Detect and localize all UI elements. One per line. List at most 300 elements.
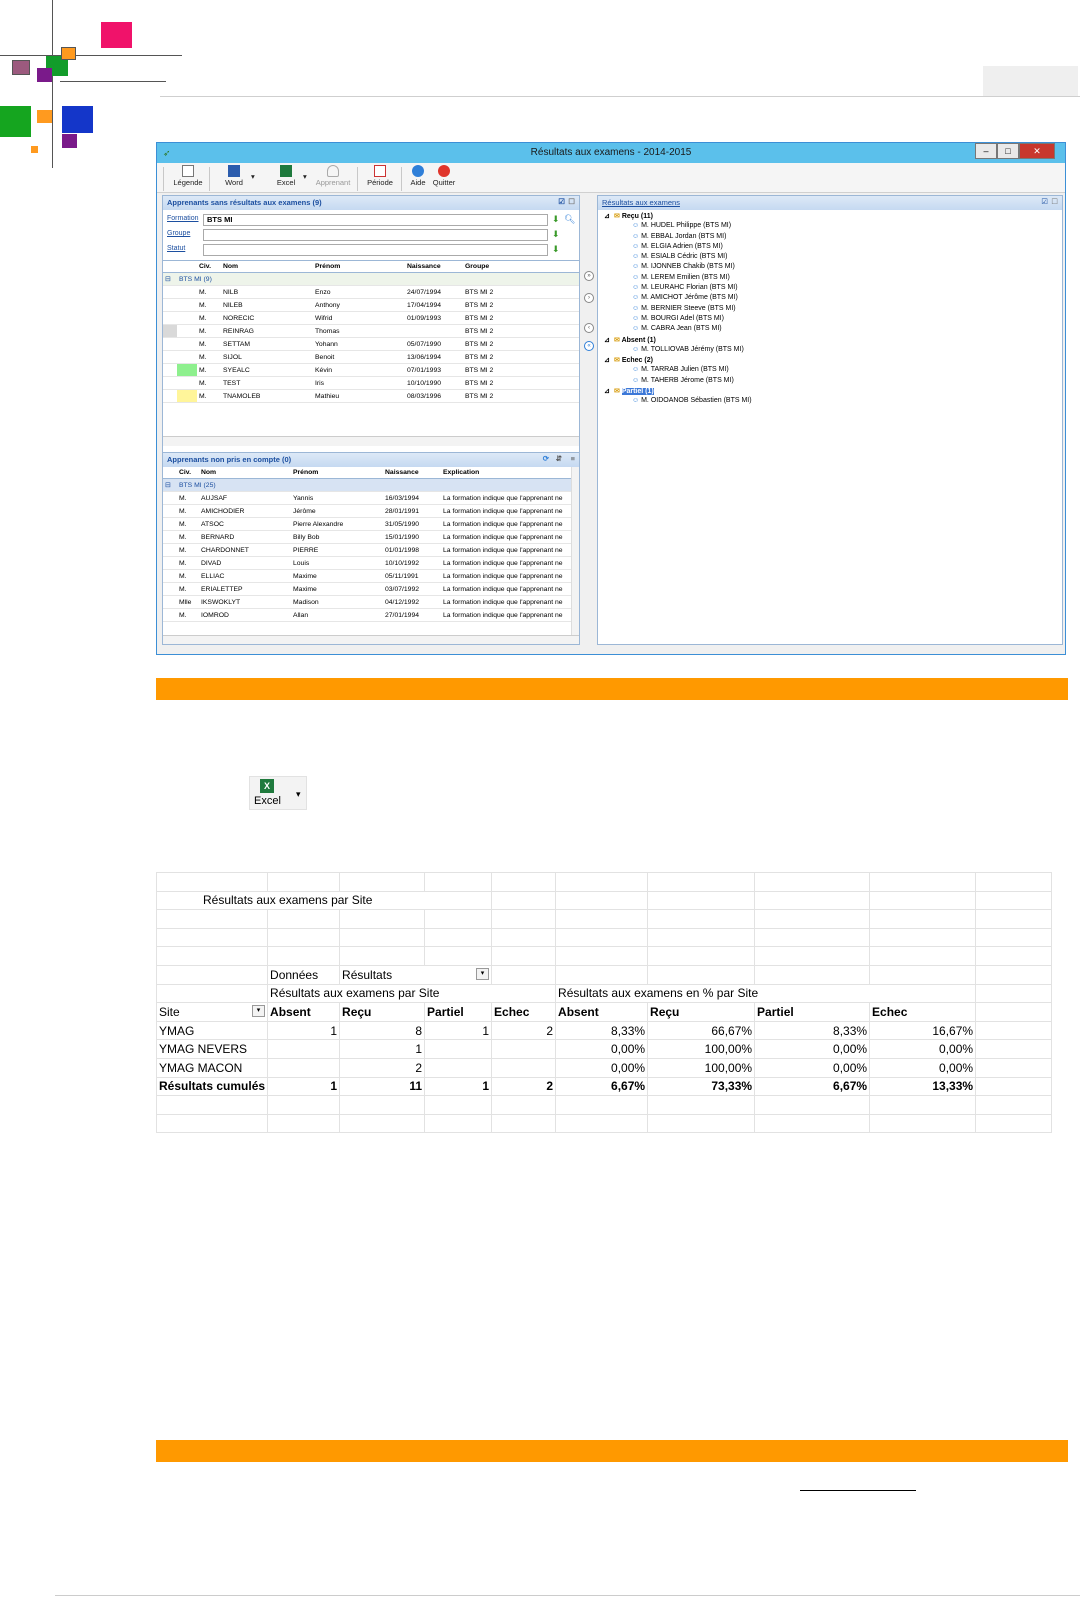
sheet-row <box>157 1058 1052 1077</box>
group-label: BTS MI (9) <box>177 273 579 286</box>
expander-icon[interactable]: ⊿ <box>604 357 610 365</box>
table-header <box>163 261 579 273</box>
right-panel-title[interactable]: Résultats aux examens <box>602 198 680 207</box>
cell-prenom: Jérôme <box>291 505 383 518</box>
cell-civ: M. <box>197 377 221 390</box>
tree-item-label: M. EBBAL Jordan (BTS MI) <box>641 232 727 240</box>
cell-naissance: 31/05/1990 <box>383 518 441 531</box>
right-panel <box>597 195 1063 645</box>
row-selector[interactable] <box>163 544 177 557</box>
group1-header: Résultats aux examens par Site <box>268 984 556 1003</box>
value-cell: 8 <box>340 1021 425 1040</box>
calendar-icon <box>374 165 386 177</box>
signature-line <box>800 1490 916 1491</box>
horizontal-scrollbar[interactable] <box>163 436 579 446</box>
value-cell: 0,00% <box>870 1040 976 1059</box>
tree-item-label: M. AMICHOT Jérôme (BTS MI) <box>641 294 738 302</box>
cell-nom: AMICHODIER <box>199 505 291 518</box>
value-cell: 16,67% <box>870 1021 976 1040</box>
value-cell: 6,67% <box>556 1077 648 1096</box>
apprenant-label: Apprenant <box>315 178 351 187</box>
row-selector[interactable] <box>163 505 177 518</box>
row-selector[interactable] <box>163 557 177 570</box>
arrow-down-icon[interactable]: ⬇ <box>552 214 560 224</box>
tree-group[interactable] <box>604 212 752 222</box>
col-nom[interactable]: Nom <box>221 261 313 273</box>
legende-button[interactable] <box>171 165 205 187</box>
tree-group[interactable] <box>604 356 752 366</box>
row-mark <box>177 364 197 377</box>
cell-groupe: BTS MI 2 <box>463 299 579 312</box>
left-panel <box>162 195 580 645</box>
right-panel-header <box>598 196 1062 210</box>
tree-item-label: M. BOURGI Adel (BTS MI) <box>641 314 724 322</box>
col-groupe[interactable]: Groupe <box>463 261 579 273</box>
cell-naissance: 16/03/1994 <box>383 492 441 505</box>
excel-export-button[interactable] <box>249 776 307 810</box>
value-cell: 100,00% <box>648 1058 755 1077</box>
cell-naissance: 10/10/1990 <box>405 377 463 390</box>
cell-prenom: Louis <box>291 557 383 570</box>
table-row[interactable] <box>163 570 571 583</box>
tree-group[interactable] <box>604 336 752 346</box>
arrow-down-icon[interactable]: ⬇ <box>552 244 560 254</box>
cell-explication: La formation indique que l'apprenant ne <box>441 544 571 557</box>
site-cell: Résultats cumulés <box>157 1077 268 1096</box>
row-selector[interactable] <box>163 609 177 622</box>
maximize-button[interactable]: □ <box>997 143 1019 159</box>
app-icon: ➶ <box>163 148 171 158</box>
cell-naissance: 07/01/1993 <box>405 364 463 377</box>
col-civ[interactable]: Civ. <box>197 261 221 273</box>
tree-item[interactable] <box>604 233 752 243</box>
cell-nom: TNAMOLEB <box>221 390 313 403</box>
cell-civ: M. <box>177 492 199 505</box>
value-cell <box>492 1058 556 1077</box>
tree-item[interactable] <box>604 222 752 232</box>
cell-nom: ERIALETTEP <box>199 583 291 596</box>
value-cell: 0,00% <box>556 1040 648 1059</box>
cell-civ: M. <box>197 338 221 351</box>
word-button[interactable] <box>219 165 249 187</box>
value-cell <box>268 1040 340 1059</box>
header-rule <box>160 96 1080 97</box>
value-cell: 1 <box>340 1040 425 1059</box>
table-row[interactable] <box>163 557 571 570</box>
close-button[interactable]: ✕ <box>1019 143 1055 159</box>
tree-item[interactable] <box>604 294 752 304</box>
cell-prenom: Kévin <box>313 364 405 377</box>
cell-civ: M. <box>197 286 221 299</box>
pivot-sheet <box>156 872 1068 1154</box>
cell-naissance: 08/03/1996 <box>405 390 463 403</box>
cell-naissance: 13/06/1994 <box>405 351 463 364</box>
cell-naissance: 01/01/1998 <box>383 544 441 557</box>
value-cell: 2 <box>492 1077 556 1096</box>
col-header: Absent <box>268 1003 340 1022</box>
group-row[interactable] <box>163 273 579 286</box>
tree-group-label: Reçu (11) <box>621 213 653 220</box>
col-header: Reçu <box>340 1003 425 1022</box>
quitter-label: Quitter <box>432 178 456 187</box>
value-cell: 2 <box>492 1021 556 1040</box>
envelope-icon: ✉ <box>614 388 622 396</box>
value-cell: 100,00% <box>648 1040 755 1059</box>
apprenant-button[interactable] <box>315 165 351 187</box>
tree-item-label: M. TAHERB Jérome (BTS MI) <box>641 376 734 384</box>
tree-item-label: M. CABRA Jean (BTS MI) <box>641 325 722 333</box>
decor-line <box>60 81 166 82</box>
ribbon-separator <box>357 167 358 191</box>
cell-groupe: BTS MI 2 <box>463 364 579 377</box>
list-icon <box>182 165 194 177</box>
col-naissance[interactable]: Naissance <box>383 467 441 479</box>
cell-prenom: Wifrid <box>313 312 405 325</box>
cell-prenom: Enzo <box>313 286 405 299</box>
row-selector[interactable] <box>163 351 177 364</box>
tree-item-label: M. LEURAHC Florian (BTS MI) <box>641 284 738 292</box>
expander-icon[interactable]: ⊿ <box>604 388 610 396</box>
collapse-all-icon[interactable]: ≡ <box>570 454 575 463</box>
person-icon: ☺ <box>632 253 642 261</box>
value-cell: 2 <box>340 1058 425 1077</box>
col-header: Echec <box>870 1003 976 1022</box>
groupe-label[interactable]: Groupe <box>167 230 191 237</box>
minimize-button[interactable]: – <box>975 143 997 159</box>
tree-item[interactable] <box>604 274 752 284</box>
formation-label[interactable]: Formation <box>167 215 199 222</box>
person-icon: ☺ <box>632 376 642 384</box>
ribbon-separator <box>163 167 164 191</box>
refresh-icon[interactable]: ⟳ <box>542 454 549 463</box>
row-selector[interactable] <box>163 492 177 505</box>
row-selector[interactable] <box>163 338 177 351</box>
row-selector[interactable] <box>163 518 177 531</box>
cell-naissance: 03/07/1992 <box>383 583 441 596</box>
cell-nom: ELLIAC <box>199 570 291 583</box>
col-civ[interactable]: Civ. <box>177 467 199 479</box>
chevron-down-icon: ▾ <box>296 789 301 799</box>
upper-grid <box>163 260 579 436</box>
cell-civ: M. <box>177 518 199 531</box>
cell-nom: SETTAM <box>221 338 313 351</box>
cell-prenom: Madison <box>291 596 383 609</box>
cell-explication: La formation indique que l'apprenant ne <box>441 531 571 544</box>
horizontal-scrollbar[interactable] <box>163 635 579 644</box>
row-selector[interactable] <box>163 299 177 312</box>
col-naissance[interactable]: Naissance <box>405 261 463 273</box>
legende-label: Légende <box>173 178 203 187</box>
table-row[interactable] <box>163 544 571 557</box>
aide-button[interactable] <box>407 165 429 187</box>
value-cell <box>492 1040 556 1059</box>
col-header: Partiel <box>755 1003 870 1022</box>
expand-icon[interactable]: ⇵ <box>555 454 562 463</box>
table-row[interactable] <box>163 583 571 596</box>
cell-explication: La formation indique que l'apprenant ne <box>441 492 571 505</box>
value-cell: 1 <box>425 1021 492 1040</box>
cell-nom: REINRAG <box>221 325 313 338</box>
table-row[interactable] <box>163 492 571 505</box>
decor-square <box>62 134 77 148</box>
cell-nom: IKSWOKLYT <box>199 596 291 609</box>
cell-naissance: 27/01/1994 <box>383 609 441 622</box>
cell-explication: La formation indique que l'apprenant ne <box>441 570 571 583</box>
table-row[interactable] <box>163 609 571 622</box>
tree-item-label: M. TOLLIOVAB Jérémy (BTS MI) <box>641 345 744 353</box>
upper-table <box>163 261 579 403</box>
table-row[interactable] <box>163 518 571 531</box>
lower-panel-header <box>163 453 579 467</box>
value-cell: 1 <box>425 1077 492 1096</box>
left-panel-header <box>163 196 579 210</box>
help-icon <box>412 165 424 177</box>
value-cell: 1 <box>268 1077 340 1096</box>
cell-prenom: Iris <box>313 377 405 390</box>
ribbon-separator <box>401 167 402 191</box>
expander-icon[interactable]: ⊿ <box>604 336 610 344</box>
formation-field[interactable]: BTS MI <box>203 214 548 226</box>
tree-item[interactable] <box>604 366 752 376</box>
value-cell: 0,00% <box>755 1058 870 1077</box>
cell-explication: La formation indique que l'apprenant ne <box>441 596 571 609</box>
value-cell: 6,67% <box>755 1077 870 1096</box>
search-icon[interactable]: 🔍︎ <box>564 214 576 224</box>
cell-prenom: Allan <box>291 609 383 622</box>
cell-groupe: BTS MI 2 <box>463 351 579 364</box>
groupe-field[interactable] <box>203 229 548 241</box>
filter-dropdown-icon[interactable]: ▾ <box>252 1005 265 1017</box>
excel-button-label: Excel <box>254 795 281 807</box>
filter-dropdown-icon[interactable]: ▾ <box>476 968 489 980</box>
app-window <box>156 142 1066 655</box>
group-row[interactable] <box>163 479 571 492</box>
row-selector[interactable] <box>163 325 177 338</box>
footer-line <box>55 1595 1080 1596</box>
person-icon: ☺ <box>632 304 642 312</box>
excel-label: Excel <box>276 178 296 187</box>
word-dropdown-icon[interactable]: ▾ <box>251 172 255 181</box>
cell-nom: IOMROD <box>199 609 291 622</box>
cell-civ: M. <box>197 351 221 364</box>
tree-item[interactable] <box>604 305 752 315</box>
person-icon: ☺ <box>632 242 642 250</box>
cell-naissance: 04/12/1992 <box>383 596 441 609</box>
tree-item[interactable] <box>604 253 752 263</box>
tree-item-label: M. ELGIA Adrien (BTS MI) <box>641 242 723 250</box>
tree-item[interactable] <box>604 243 752 253</box>
cell-naissance: 28/01/1991 <box>383 505 441 518</box>
col-prenom[interactable]: Prénom <box>291 467 383 479</box>
cell-nom: NORECIC <box>221 312 313 325</box>
row-selector[interactable] <box>163 531 177 544</box>
lower-table <box>163 467 571 622</box>
resultats-filter[interactable]: Résultats ▾ <box>340 965 492 984</box>
title-bar <box>157 143 1065 163</box>
row-mark <box>177 312 197 325</box>
row-selector[interactable] <box>163 364 177 377</box>
lower-panel <box>163 452 579 644</box>
cell-groupe: BTS MI 2 <box>463 338 579 351</box>
cell-naissance: 10/10/1992 <box>383 557 441 570</box>
tree-item[interactable] <box>604 315 752 325</box>
ribbon-separator <box>209 167 210 191</box>
row-selector[interactable] <box>163 286 177 299</box>
excel-button[interactable] <box>271 165 301 187</box>
table-row[interactable] <box>163 505 571 518</box>
value-cell: 8,33% <box>755 1021 870 1040</box>
tree-group[interactable] <box>604 387 752 397</box>
row-selector[interactable] <box>163 312 177 325</box>
cell-nom: ATSOC <box>199 518 291 531</box>
row-mark <box>177 299 197 312</box>
col-header: Absent <box>556 1003 648 1022</box>
person-icon: ☺ <box>632 314 642 322</box>
row-selector[interactable] <box>163 570 177 583</box>
envelope-icon: ✉ <box>614 213 622 220</box>
expander-icon[interactable]: ⊿ <box>604 213 610 220</box>
move-right-icon[interactable]: › <box>584 293 594 303</box>
collapse-icon[interactable]: ⊟ <box>163 479 177 492</box>
arrow-down-icon[interactable]: ⬇ <box>552 229 560 239</box>
cell-prenom: Thomas <box>313 325 405 338</box>
table-row[interactable] <box>163 286 579 299</box>
vertical-scrollbar[interactable] <box>571 467 579 635</box>
cell-civ: M. <box>197 390 221 403</box>
tree-item[interactable] <box>604 397 752 407</box>
cell-civ: M. <box>177 531 199 544</box>
check-all-icon[interactable]: ☑ <box>558 197 565 206</box>
cell-groupe: BTS MI 2 <box>463 286 579 299</box>
statut-field[interactable] <box>203 244 548 256</box>
person-icon: ☺ <box>632 397 642 405</box>
quitter-button[interactable] <box>431 165 457 187</box>
site-filter-cell[interactable]: Site ▾ <box>157 1003 268 1022</box>
sheet-row <box>157 1040 1052 1059</box>
row-mark <box>177 390 197 403</box>
table-row[interactable] <box>163 312 579 325</box>
value-cell: 8,33% <box>556 1021 648 1040</box>
decor-square <box>0 106 31 137</box>
decor-square <box>61 47 76 60</box>
collapse-icon[interactable]: ⊟ <box>163 273 177 286</box>
cell-nom: CHARDONNET <box>199 544 291 557</box>
word-icon <box>228 165 240 177</box>
uncheck-all-icon[interactable]: ☐ <box>1051 197 1058 206</box>
person-icon: ☺ <box>632 294 642 302</box>
group-label: BTS MI (25) <box>177 479 571 492</box>
check-all-icon[interactable]: ☑ <box>1041 197 1048 206</box>
excel-icon: X <box>260 779 274 793</box>
table-row[interactable] <box>163 596 571 609</box>
col-explication[interactable]: Explication <box>441 467 571 479</box>
statut-label[interactable]: Statut <box>167 245 186 252</box>
aide-label: Aide <box>410 178 426 187</box>
tree-item[interactable] <box>604 346 752 356</box>
cell-civ: M. <box>197 325 221 338</box>
cell-naissance: 05/11/1991 <box>383 570 441 583</box>
person-icon: ☺ <box>632 345 642 353</box>
cell-civ: M. <box>177 570 199 583</box>
tree-item-label: M. LEREM Emilien (BTS MI) <box>641 273 730 281</box>
tree-item[interactable] <box>604 284 752 294</box>
decor-line <box>52 0 53 168</box>
group2-header: Résultats aux examens en % par Site <box>556 984 976 1003</box>
results-tree <box>604 212 752 408</box>
table-row[interactable] <box>163 338 579 351</box>
cell-nom: DIVAD <box>199 557 291 570</box>
window-title: Résultats aux examens - 2014-2015 <box>530 147 692 158</box>
site-cell: YMAG MACON <box>157 1058 268 1077</box>
cell-prenom: Maxime <box>291 583 383 596</box>
donnees-label: Données <box>268 965 340 984</box>
cell-nom: SYEALC <box>221 364 313 377</box>
excel-dropdown-icon[interactable]: ▾ <box>303 172 307 181</box>
cell-explication: La formation indique que l'apprenant ne <box>441 518 571 531</box>
cell-prenom: Billy Bob <box>291 531 383 544</box>
cell-groupe: BTS MI 2 <box>463 312 579 325</box>
table-row[interactable] <box>163 531 571 544</box>
tree-item[interactable] <box>604 325 752 335</box>
periode-label: Période <box>367 178 393 187</box>
decor-line <box>0 55 182 56</box>
sheet-row <box>157 1021 1052 1040</box>
move-all-right-icon[interactable]: » <box>584 271 594 281</box>
col-header: Echec <box>492 1003 556 1022</box>
person-icon <box>327 165 339 177</box>
table-row[interactable] <box>163 364 579 377</box>
cell-explication: La formation indique que l'apprenant ne <box>441 505 571 518</box>
uncheck-all-icon[interactable]: ☐ <box>568 197 575 206</box>
row-selector[interactable] <box>163 583 177 596</box>
move-left-icon[interactable]: ‹ <box>584 323 594 333</box>
periode-button[interactable] <box>365 165 395 187</box>
cell-civ: M. <box>177 544 199 557</box>
row-selector[interactable] <box>163 390 177 403</box>
lower-grid <box>163 467 571 635</box>
cell-naissance <box>405 325 463 338</box>
tree-item-label: M. ESIALB Cédric (BTS MI) <box>641 253 728 261</box>
decor-square <box>62 106 93 133</box>
table-row[interactable] <box>163 325 579 338</box>
cell-naissance: 15/01/1990 <box>383 531 441 544</box>
col-nom[interactable]: Nom <box>199 467 291 479</box>
col-prenom[interactable]: Prénom <box>313 261 405 273</box>
decor-square <box>31 146 38 153</box>
cell-naissance: 24/07/1994 <box>405 286 463 299</box>
tree-item[interactable] <box>604 377 752 387</box>
table-row[interactable] <box>163 299 579 312</box>
table-row[interactable] <box>163 377 579 390</box>
row-selector[interactable] <box>163 596 177 609</box>
table-row[interactable] <box>163 390 579 403</box>
tree-item-label: M. TARRAB Julien (BTS MI) <box>641 366 729 374</box>
site-cell: YMAG <box>157 1021 268 1040</box>
decor-square <box>12 60 30 75</box>
value-cell: 1 <box>268 1021 340 1040</box>
cell-nom: BERNARD <box>199 531 291 544</box>
row-selector[interactable] <box>163 377 177 390</box>
move-all-left-icon[interactable]: « <box>584 341 594 351</box>
tree-item-label: M. OIDOANOB Sébastien (BTS MI) <box>641 397 752 405</box>
cell-civ: M. <box>177 583 199 596</box>
table-row[interactable] <box>163 351 579 364</box>
tree-item-label: M. IJONNEB Chakib (BTS MI) <box>641 263 735 271</box>
site-cell: YMAG NEVERS <box>157 1040 268 1059</box>
sheet-title: Résultats aux examens par Site <box>157 891 492 910</box>
tree-item[interactable] <box>604 263 752 273</box>
row-mark <box>177 377 197 390</box>
